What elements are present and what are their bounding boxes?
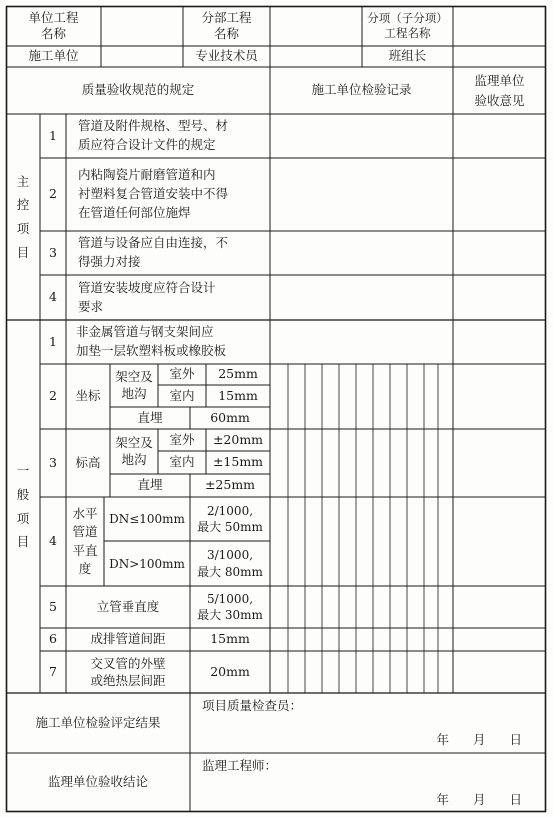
main-item-1-text: 管道及附件规格、型号、材 质应符合设计文件的规定	[78, 118, 229, 152]
main-item-4-text: 管道安装坡度应符合设计 要求	[78, 279, 216, 314]
general-item-1-number: 1	[49, 333, 57, 349]
cross-pipe-spacing-label: 交叉管的外壁 或绝热层间距	[90, 655, 166, 688]
supervising-engineer-signature[interactable]: 监理工程师：	[202, 758, 278, 773]
dn-large-value: 3/1000, 最大 80mm	[197, 548, 263, 579]
unit-project-value[interactable]	[101, 6, 183, 46]
general-item-1-text: 非金属管道与钢支架间应 加垫一层软塑料板或橡胶板	[76, 324, 227, 358]
general-items-section-label: 一 般 项 目	[16, 463, 30, 550]
main-item-3-text: 管道与设备应自由连接，不 得强力对接	[78, 235, 229, 269]
elevation-outdoor-value: ±20mm	[212, 431, 264, 447]
supervision-column-heading: 监理单位 验收意见	[474, 72, 525, 108]
supervision-conclusion-label: 监理单位验收结论	[47, 774, 148, 790]
technician-value[interactable]	[270, 46, 362, 67]
main-item-2-number: 2	[49, 186, 57, 202]
sub-project-value[interactable]	[270, 6, 362, 46]
dn-small-label: DN≤100mm	[109, 512, 185, 526]
construction-result-date[interactable]: 年 月 日	[436, 732, 532, 748]
main-item-4-number: 4	[49, 289, 57, 305]
record-column-heading: 施工单位检验记录	[311, 82, 412, 98]
main-items-section-label: 主 控 项 目	[16, 173, 30, 260]
team-leader-value[interactable]	[453, 46, 546, 67]
spec-column-heading: 质量验收规范的规定	[81, 82, 195, 98]
general-item-7-number: 7	[49, 663, 57, 679]
elevation-indoor-label: 室内	[169, 454, 195, 470]
general-item-4-number: 4	[49, 533, 57, 549]
coordinate-indoor-value: 15mm	[218, 387, 258, 403]
construction-unit-label: 施工单位	[28, 48, 79, 64]
elevation-buried-value: ±25mm	[204, 477, 256, 493]
elevation-outdoor-label: 室外	[169, 431, 195, 447]
vertical-plumbness-value: 5/1000, 最大 30mm	[197, 591, 263, 622]
coordinate-label: 坐标	[75, 388, 101, 404]
elevation-overhead-label: 架空及 地沟	[115, 434, 153, 467]
sub-project-label: 分部工程 名称	[201, 9, 252, 41]
cross-pipe-spacing-value: 20mm	[210, 663, 250, 679]
coordinate-outdoor-value: 25mm	[218, 366, 258, 382]
team-leader-label: 班组长	[388, 48, 427, 64]
quality-inspector-signature[interactable]: 项目质量检查员：	[202, 698, 303, 713]
row-spacing-label: 成排管道间距	[90, 631, 166, 647]
elevation-indoor-value: ±15mm	[212, 454, 264, 470]
dn-small-value: 2/1000, 最大 50mm	[197, 503, 263, 534]
coordinate-buried-value: 60mm	[210, 409, 250, 425]
main-item-2-text: 内粘陶瓷片耐磨管道和内 衬塑料复合管道安装中不得 在管道任何部位施焊	[78, 167, 229, 220]
coordinate-overhead-label: 架空及 地沟	[115, 368, 153, 401]
general-item-6-number: 6	[49, 631, 57, 647]
general-item-3-number: 3	[49, 454, 57, 470]
main-item-1-number: 1	[49, 127, 57, 143]
supervision-conclusion-date[interactable]: 年 月 日	[436, 791, 532, 807]
coordinate-buried-label: 直埋	[137, 409, 163, 425]
general-item-2-number: 2	[49, 388, 57, 404]
item-project-label: 分项（子分项） 工程名称	[367, 11, 448, 40]
elevation-label: 标高	[75, 454, 101, 470]
construction-unit-value[interactable]	[101, 46, 183, 67]
row-spacing-value: 15mm	[210, 631, 250, 647]
elevation-buried-label: 直埋	[137, 477, 163, 493]
general-item-5-number: 5	[49, 598, 57, 614]
item-project-value[interactable]	[453, 6, 546, 46]
unit-project-label: 单位工程 名称	[28, 9, 79, 41]
technician-label: 专业技术员	[195, 48, 258, 64]
main-item-3-number: 3	[49, 244, 57, 260]
coordinate-outdoor-label: 室外	[169, 366, 195, 382]
coordinate-indoor-label: 室内	[169, 387, 195, 403]
vertical-plumbness-label: 立管垂直度	[96, 598, 160, 614]
horizontal-straightness-label: 水平 管道 平直 度	[72, 506, 98, 576]
dn-large-label: DN>100mm	[109, 556, 185, 571]
construction-result-label: 施工单位检验评定结果	[35, 714, 161, 730]
